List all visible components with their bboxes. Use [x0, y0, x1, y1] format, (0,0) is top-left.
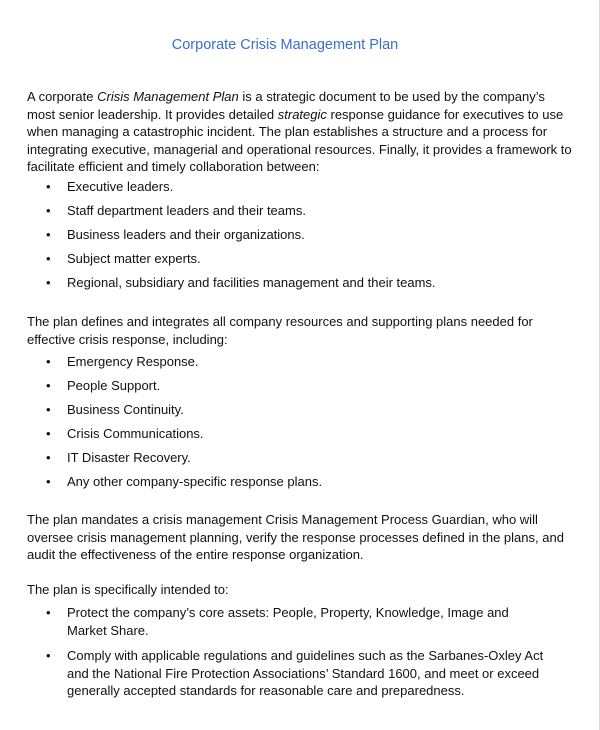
intro-text-3: response guidance for executives to use when managing a catastrophic incident. The plan establishes a structure and a process for integrating executive, managerial and operational resources. Finally, it provides a framework to facilitate efficient and timely collaboration between: [27, 106, 572, 174]
bullet-icon: • [46, 378, 51, 393]
intent-list [27, 604, 547, 708]
bullet-icon: • [46, 474, 51, 489]
list-item-text: Regional, subsidiary and facilities management and their teams. [67, 275, 436, 290]
list-item [27, 425, 547, 449]
bullet-icon: • [46, 605, 51, 620]
bullet-icon: • [46, 450, 51, 465]
intent-paragraph: The plan is specifically intended to: [27, 582, 229, 597]
intro-text-1: A corporate [27, 89, 98, 104]
response-plans-list [27, 353, 547, 497]
list-item [27, 377, 547, 401]
list-item [27, 353, 547, 377]
document-title: Corporate Crisis Management Plan [171, 37, 399, 53]
bullet-icon: • [46, 227, 51, 242]
list-item [27, 226, 547, 250]
list-item [27, 449, 547, 473]
intro-paragraph [27, 88, 572, 176]
intro-text-2: is a strategic document to be used by the company’s most senior leadership. It provides detailed [27, 89, 545, 122]
list-item-text: People Support. [67, 378, 161, 393]
list-item-text: Crisis Communications. [67, 426, 204, 441]
list-item-text: Executive leaders. [67, 179, 174, 194]
list-item-text: Any other company-specific response plans. [67, 474, 323, 489]
list-item-text: Protect the company’s core assets: People, Property, Knowledge, Image and Market Share. [67, 605, 509, 638]
list-item-text: Business leaders and their organizations. [67, 227, 305, 242]
list-item [27, 274, 547, 298]
list-item-text: Comply with applicable regulations and guidelines such as the Sarbanes-Oxley Act and the National Fire Protection Associations’ Standard 1600, and meet or exceed generally accepted standards for reasonable care and preparedness. [67, 648, 544, 698]
bullet-icon: • [46, 203, 51, 218]
guardian-paragraph: The plan mandates a crisis management Crisis Management Process Guardian, who will oversee crisis management planning, verify the response processes defined in the plans, and audit the effectiveness of the entire response organization. [27, 512, 564, 562]
bullet-icon: • [46, 251, 51, 266]
list-item-text: IT Disaster Recovery. [67, 450, 191, 465]
list-item-text: Staff department leaders and their teams. [67, 203, 306, 218]
list-item [27, 401, 547, 425]
intro-italic-1: Crisis Management Plan [97, 89, 239, 104]
list-item-text: Subject matter experts. [67, 251, 201, 266]
list-item [27, 604, 547, 639]
bullet-icon: • [46, 354, 51, 369]
list-item-text: Business Continuity. [67, 402, 184, 417]
intro-italic-2: strategic [277, 106, 327, 122]
list-item [27, 473, 547, 497]
collaboration-list [27, 178, 547, 298]
bullet-icon: • [46, 179, 51, 194]
bullet-icon: • [46, 275, 51, 290]
bullet-icon: • [46, 426, 51, 441]
list-item [27, 647, 547, 700]
list-item-text: Emergency Response. [67, 354, 199, 369]
list-item [27, 250, 547, 274]
resources-paragraph: The plan defines and integrates all company resources and supporting plans needed for effective crisis response, including: [27, 314, 533, 347]
list-item [27, 178, 547, 202]
bullet-icon: • [46, 648, 51, 663]
bullet-icon: • [46, 402, 51, 417]
list-item [27, 202, 547, 226]
